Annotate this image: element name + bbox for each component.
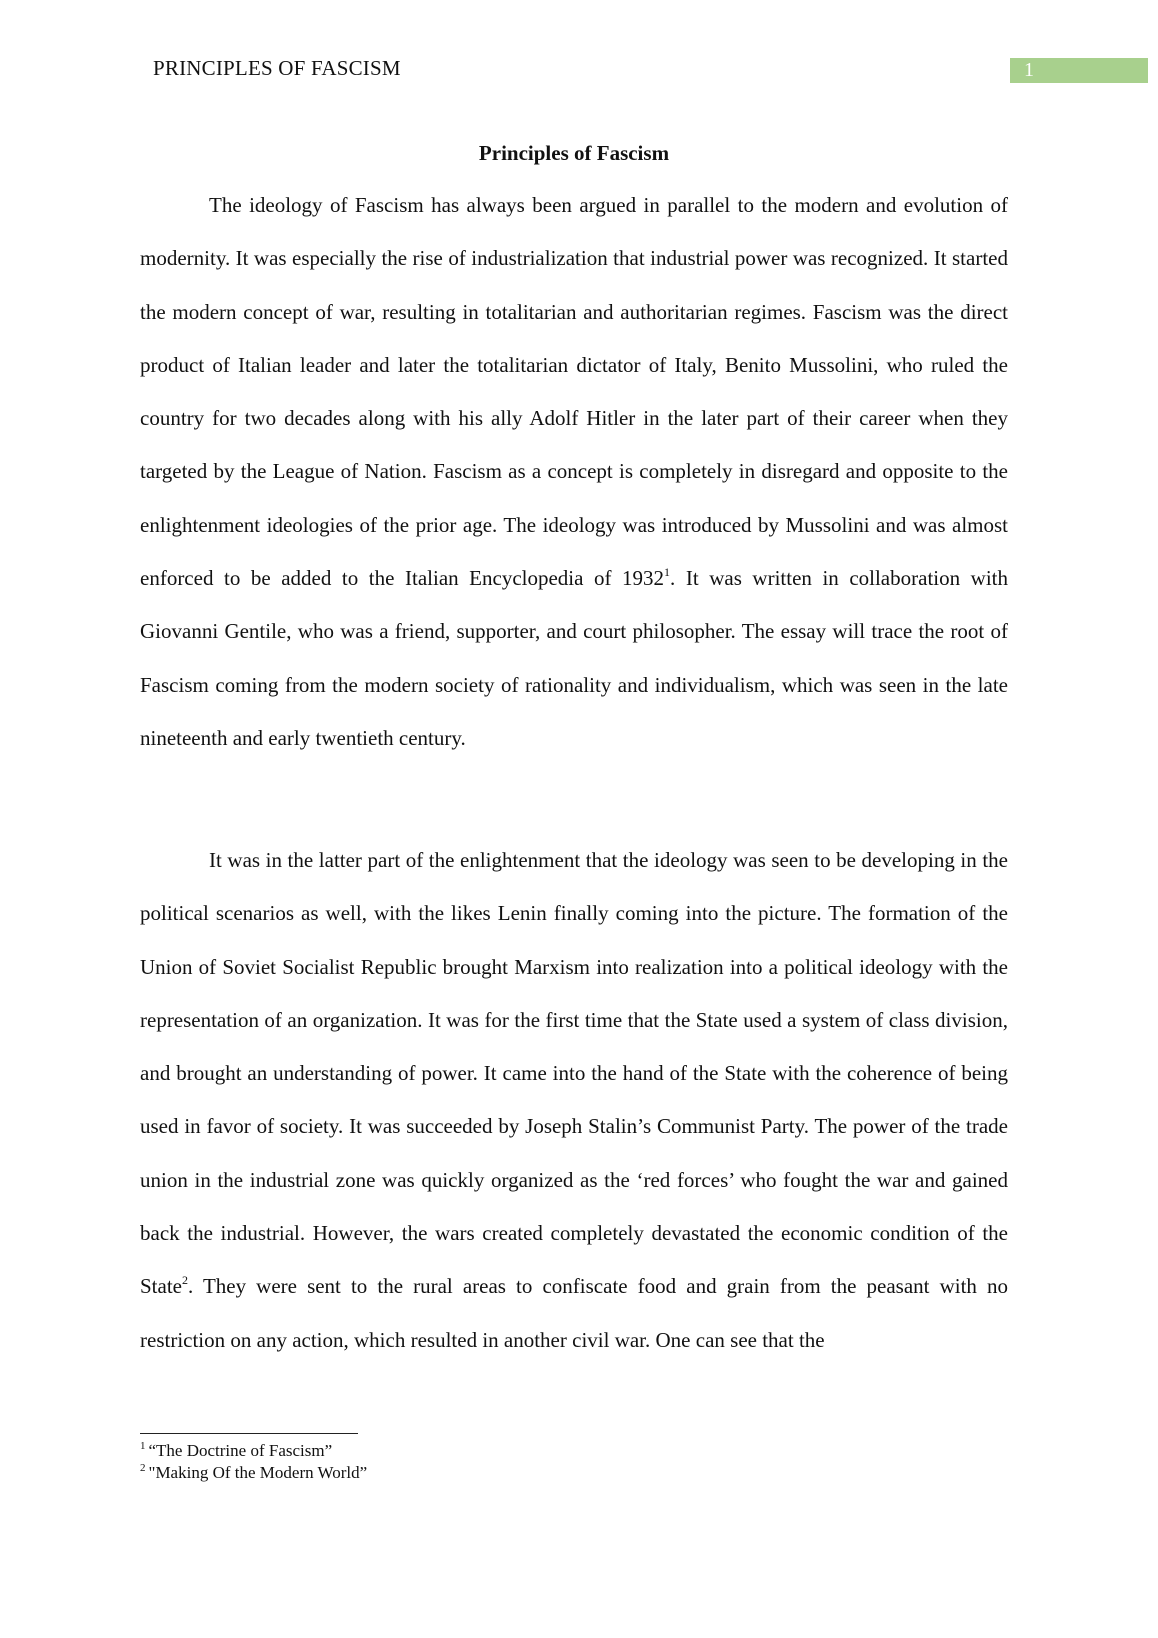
paragraph-1-text-b: . It was written in collaboration with Giovanni Gentile, who was a friend, supporter, and court philosopher. The essay will trace the root of Fascism coming from the modern society of rationality and individualism, which was seen in the late nineteenth and early twentieth century. — [140, 566, 1008, 750]
paragraph-1-text-a: The ideology of Fascism has always been argued in parallel to the modern and evolution of modernity. It was especially the rise of industrialization that industrial power was recognized. It started the modern concept of war, resulting in totalitarian and authoritarian regimes. Fascism was the direct product of Italian leader and later the totalitarian dictator of Italy, Benito Mussolini, who ruled the country for two decades along with his ally Adolf Hitler in the later part of their career when they targeted by the League of Nation. Fascism as a concept is completely in disregard and opposite to the enlightenment ideologies of the prior age. The ideology was introduced by Mussolini and was almost enforced to be added to the Italian Encyclopedia of 1932 — [140, 193, 1008, 591]
body-paragraph-2 — [140, 834, 1008, 1367]
page-number-box — [1010, 58, 1148, 83]
footnote-2 — [140, 1462, 367, 1484]
running-head: PRINCIPLES OF FASCISM — [153, 56, 401, 80]
body-paragraph-1 — [140, 179, 1008, 765]
footnote-1 — [140, 1440, 332, 1462]
footnote-2-number: 2 — [140, 1462, 146, 1474]
footnote-2-text: "Making Of the Modern World” — [148, 1463, 368, 1482]
footnote-1-number: 1 — [140, 1440, 146, 1452]
footnote-separator — [140, 1433, 358, 1434]
footnote-1-text: “The Doctrine of Fascism” — [148, 1441, 333, 1460]
document-title: Principles of Fascism — [478, 141, 670, 165]
paragraph-2-text-a: It was in the latter part of the enlightenment that the ideology was seen to be developing in the political scenarios as well, with the likes Lenin finally coming into the picture. The formation of the Union of Soviet Socialist Republic brought Marxism into realization into a political ideology with the representation of an organization. It was for the first time that the State used a system of class division, and brought an understanding of power. It came into the hand of the State with the coherence of being used in favor of society. It was succeeded by Joseph Stalin’s Communist Party. The power of the trade union in the industrial zone was quickly organized as the ‘red forces’ who fought the war and gained back the industrial. However, the wars created completely devastated the economic condition of the State — [140, 848, 1008, 1299]
footnote-ref-2[interactable]: 2 — [182, 1273, 188, 1288]
paragraph-2-text-b: . They were sent to the rural areas to confiscate food and grain from the peasant with no restriction on any action, which resulted in another civil war. One can see that the — [140, 1274, 1008, 1352]
page-number: 1 — [1024, 59, 1034, 81]
footnote-ref-1[interactable]: 1 — [664, 565, 671, 580]
